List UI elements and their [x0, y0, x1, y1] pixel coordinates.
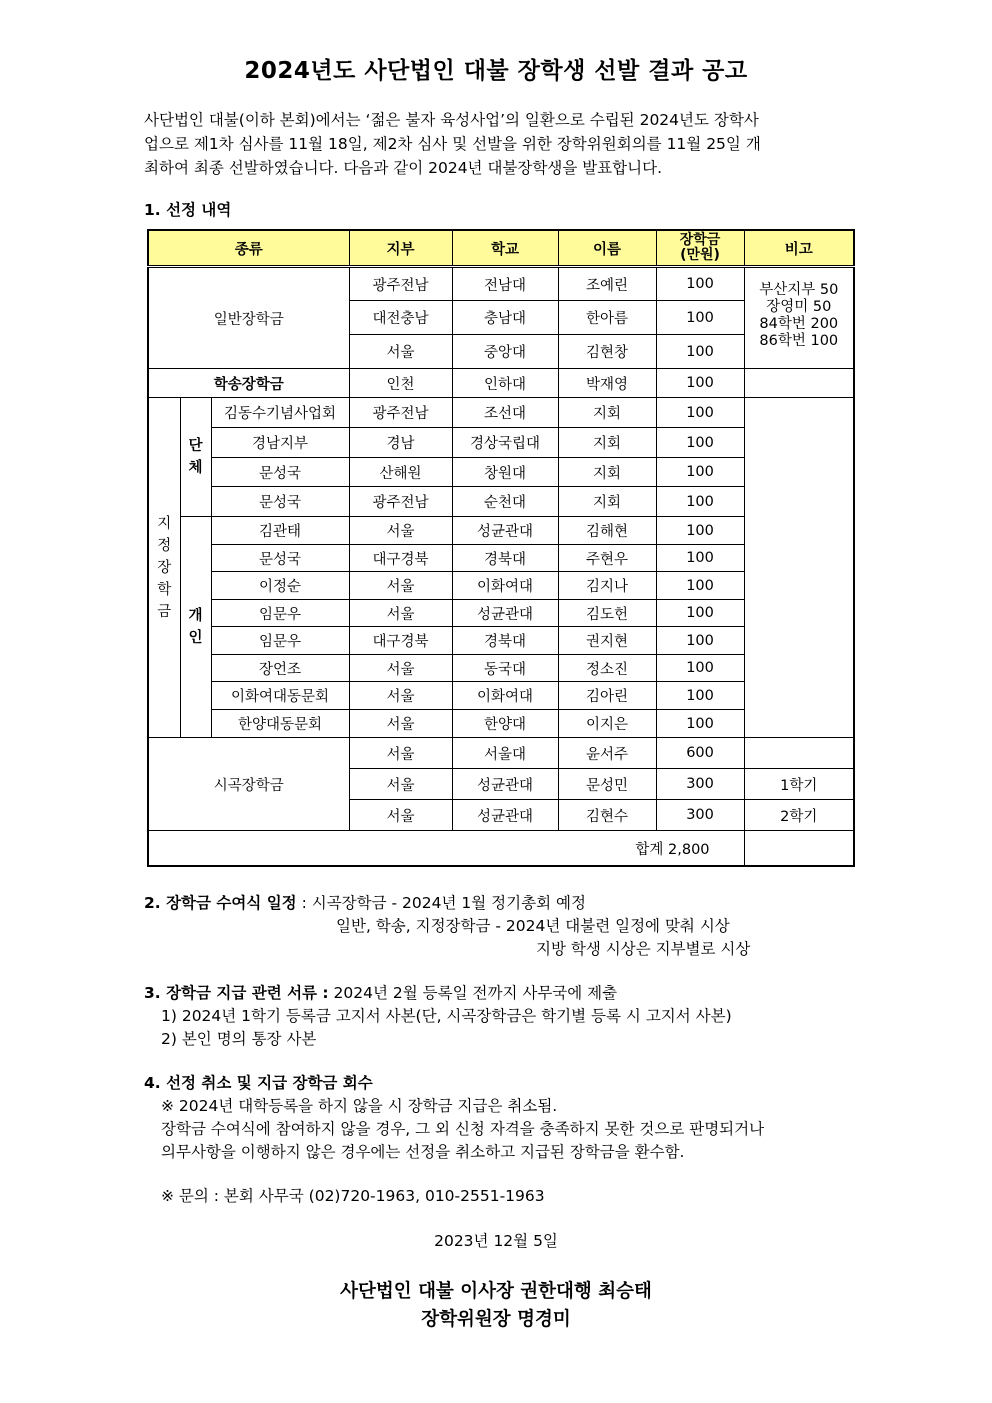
cell-school: 성균관대 [452, 769, 558, 800]
section-1-heading: 1. 선정 내역 [144, 201, 232, 219]
cell-school: 서울대 [452, 738, 558, 769]
cell-amount: 300 [656, 769, 744, 800]
section-4-line: ※ 2024년 대학등록을 하지 않을 시 장학금 지급은 취소됨. [161, 1097, 558, 1115]
category-general: 일반장학금 [148, 267, 349, 369]
total-amount: 합계 2,800 [148, 831, 744, 867]
cell-branch: 경남 [349, 428, 452, 458]
cell-name: 김지나 [558, 572, 656, 600]
note-line: 부산지부 50 [759, 282, 839, 298]
header-name: 이름 [558, 230, 656, 267]
cell-name: 주현우 [558, 545, 656, 572]
cell-school: 성균관대 [452, 600, 558, 627]
table-row [148, 369, 854, 398]
cell-amount: 100 [656, 572, 744, 600]
cell-donor: 김관태 [211, 517, 349, 545]
cell-branch: 서울 [349, 517, 452, 545]
cell-school: 경상국립대 [452, 428, 558, 458]
signature-line: 장학위원장 명경미 [421, 1309, 571, 1330]
cell-amount: 100 [656, 710, 744, 738]
cell-note [744, 369, 854, 398]
note-line: 86학번 100 [759, 333, 839, 349]
cell-amount: 300 [656, 800, 744, 831]
cell-donor: 경남지부 [211, 428, 349, 458]
cell-note [744, 398, 854, 738]
cell-donor: 이화여대동문회 [211, 682, 349, 710]
header-amount-line2: (만원) [680, 247, 720, 263]
section-2-line [144, 892, 586, 915]
cell-school: 이화여대 [452, 682, 558, 710]
header-note: 비고 [744, 230, 854, 267]
cell-name: 김해현 [558, 517, 656, 545]
section-4-line: 의무사항을 이행하지 않은 경우에는 선정을 취소하고 지급된 장학금을 환수함. [161, 1143, 685, 1161]
cell-amount: 100 [656, 627, 744, 655]
category-haksong: 학송장학금 [148, 369, 349, 398]
cell-branch: 광주전남 [349, 487, 452, 517]
intro-line: 사단법인 대불(이하 본회)에서는 ‘젊은 불자 육성사업’의 일환으로 수립된 2024년도 장학사 [144, 111, 759, 129]
cell-branch: 광주전남 [349, 398, 452, 428]
cell-amount: 100 [656, 655, 744, 682]
cell-donor: 임문우 [211, 627, 349, 655]
cell-branch: 서울 [349, 800, 452, 831]
general-note [744, 267, 854, 369]
cell-name: 윤서주 [558, 738, 656, 769]
cell-branch: 대구경북 [349, 627, 452, 655]
section-3-text: 2024년 2월 등록일 전까지 사무국에 제출 [328, 984, 618, 1002]
cell-name: 지회 [558, 458, 656, 487]
cell-branch: 서울 [349, 335, 452, 369]
header-branch: 지부 [349, 230, 452, 267]
cell-school: 경북대 [452, 627, 558, 655]
cell-school: 충남대 [452, 301, 558, 335]
cell-branch: 서울 [349, 682, 452, 710]
note-line: 84학번 200 [759, 316, 839, 332]
cell-branch: 서울 [349, 600, 452, 627]
cell-branch: 서울 [349, 738, 452, 769]
contact-line: ※ 문의 : 본회 사무국 (02)720-1963, 010-2551-1963 [161, 1187, 545, 1205]
cell-amount: 100 [656, 335, 744, 369]
table-row [148, 738, 854, 769]
cell-amount: 100 [656, 369, 744, 398]
cell-donor: 이정순 [211, 572, 349, 600]
cell-donor: 문성국 [211, 545, 349, 572]
subcategory-individual: 개 인 [180, 517, 211, 738]
cell-name: 권지현 [558, 627, 656, 655]
cell-amount: 600 [656, 738, 744, 769]
cell-branch: 산해원 [349, 458, 452, 487]
cell-note [744, 831, 854, 867]
cell-donor: 한양대동문회 [211, 710, 349, 738]
intro-line: 업으로 제1차 심사를 11월 18일, 제2차 심사 및 선발을 위한 장학위원회의를 11월 25일 개 [144, 135, 761, 153]
cell-name: 지회 [558, 428, 656, 458]
cell-school: 중앙대 [452, 335, 558, 369]
cell-name: 한아름 [558, 301, 656, 335]
section-3-line [144, 982, 617, 1005]
signature-line: 사단법인 대불 이사장 권한대행 최승태 [340, 1281, 652, 1302]
category-sigok: 시곡장학금 [148, 738, 349, 831]
cell-branch: 대전충남 [349, 301, 452, 335]
cell-name: 김현수 [558, 800, 656, 831]
cell-school: 창원대 [452, 458, 558, 487]
table-row [148, 398, 854, 428]
header-amount-line1: 장학금 [679, 232, 721, 248]
cell-school: 동국대 [452, 655, 558, 682]
section-2-line: 지방 학생 시상은 지부별로 시상 [536, 940, 751, 958]
table-row [148, 267, 854, 301]
header-amount [656, 230, 744, 267]
cell-donor: 임문우 [211, 600, 349, 627]
cell-branch: 서울 [349, 572, 452, 600]
cell-school: 한양대 [452, 710, 558, 738]
cell-branch: 대구경북 [349, 545, 452, 572]
cell-amount: 100 [656, 682, 744, 710]
section-3-item: 1) 2024년 1학기 등록금 고지서 사본(단, 시곡장학금은 학기별 등록 시 고지서 사본) [161, 1007, 732, 1025]
cell-donor: 김동수기념사업회 [211, 398, 349, 428]
cell-branch: 광주전남 [349, 267, 452, 301]
table-total-row [148, 831, 854, 867]
section-2-line: 일반, 학송, 지정장학금 - 2024년 대불련 일정에 맞춰 시상 [336, 917, 730, 935]
cell-branch: 서울 [349, 655, 452, 682]
section-4-heading: 4. 선정 취소 및 지급 장학금 회수 [144, 1074, 373, 1092]
cell-amount: 100 [656, 487, 744, 517]
cell-name: 이지은 [558, 710, 656, 738]
document-date: 2023년 12월 5일 [434, 1232, 558, 1250]
cell-note: 2학기 [744, 800, 854, 831]
cell-name: 지회 [558, 398, 656, 428]
category-designated: 지 정 장 학 금 [148, 398, 180, 738]
header-type: 종류 [148, 230, 349, 267]
cell-branch: 서울 [349, 710, 452, 738]
cell-donor: 문성국 [211, 458, 349, 487]
cell-school: 조선대 [452, 398, 558, 428]
cell-amount: 100 [656, 398, 744, 428]
cell-school: 성균관대 [452, 800, 558, 831]
cell-amount: 100 [656, 517, 744, 545]
section-3-item: 2) 본인 명의 통장 사본 [161, 1030, 317, 1048]
cell-school: 경북대 [452, 545, 558, 572]
cell-donor: 장언조 [211, 655, 349, 682]
intro-line: 최하여 최종 선발하였습니다. 다음과 같이 2024년 대불장학생을 발표합니다. [144, 159, 663, 177]
cell-school: 전남대 [452, 267, 558, 301]
cell-amount: 100 [656, 301, 744, 335]
cell-amount: 100 [656, 267, 744, 301]
note-line: 장영미 50 [766, 299, 832, 315]
section-3-heading: 3. 장학금 지급 관련 서류 : [144, 984, 329, 1002]
cell-school: 인하대 [452, 369, 558, 398]
cell-note [744, 738, 854, 769]
cell-name: 문성민 [558, 769, 656, 800]
cell-name: 김아린 [558, 682, 656, 710]
cell-school: 이화여대 [452, 572, 558, 600]
cell-branch: 인천 [349, 369, 452, 398]
section-2-text: : 시곡장학금 - 2024년 1월 정기총회 예정 [296, 894, 586, 912]
cell-donor: 문성국 [211, 487, 349, 517]
cell-amount: 100 [656, 458, 744, 487]
cell-note: 1학기 [744, 769, 854, 800]
cell-name: 정소진 [558, 655, 656, 682]
cell-name: 김도헌 [558, 600, 656, 627]
scholarship-table [147, 229, 855, 867]
table-header-row [148, 230, 854, 267]
cell-amount: 100 [656, 545, 744, 572]
section-4-line: 장학금 수여식에 참여하지 않을 경우, 그 외 신청 자격을 충족하지 못한 것으로 판명되거나 [161, 1120, 765, 1138]
header-school: 학교 [452, 230, 558, 267]
cell-name: 조예린 [558, 267, 656, 301]
cell-school: 성균관대 [452, 517, 558, 545]
page-title: 2024년도 사단법인 대불 장학생 선발 결과 공고 [244, 58, 748, 84]
cell-name: 지회 [558, 487, 656, 517]
cell-name: 김현창 [558, 335, 656, 369]
cell-school: 순천대 [452, 487, 558, 517]
cell-amount: 100 [656, 428, 744, 458]
section-2-heading: 2. 장학금 수여식 일정 [144, 894, 297, 912]
subcategory-group: 단 체 [180, 398, 211, 517]
cell-name: 박재영 [558, 369, 656, 398]
cell-amount: 100 [656, 600, 744, 627]
intro-paragraph [144, 108, 854, 180]
cell-branch: 서울 [349, 769, 452, 800]
